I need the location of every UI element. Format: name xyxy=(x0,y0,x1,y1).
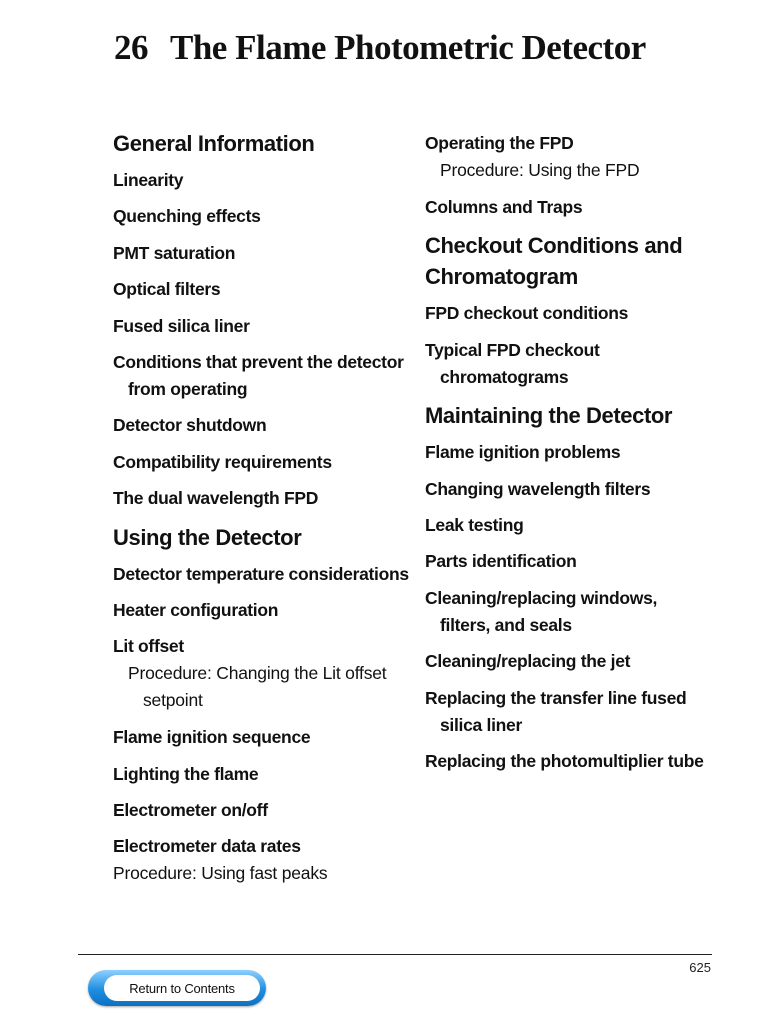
toc-link-line-continued: setpoint xyxy=(143,690,203,711)
page-number: 625 xyxy=(689,960,711,975)
toc-link-heater-configuration[interactable]: Heater configuration xyxy=(113,599,279,620)
toc-link-leak-testing[interactable]: Leak testing xyxy=(425,514,524,535)
toc-link-typical-checkout-chromatograms[interactable] xyxy=(425,337,725,391)
toc-link-electrometer-on-off[interactable]: Electrometer on/off xyxy=(113,800,268,821)
toc-link-procedure-fast-peaks[interactable]: Procedure: Using fast peaks xyxy=(113,863,328,884)
toc-left-column xyxy=(113,128,413,887)
toc-link-line-continued: filters, and seals xyxy=(440,614,572,635)
toc-link-operating-the-fpd[interactable]: Operating the FPD xyxy=(425,133,574,153)
toc-link-electrometer-data-rates[interactable]: Electrometer data rates xyxy=(113,836,301,857)
toc-link-procedure-lit-offset[interactable] xyxy=(113,660,413,714)
toc-link-line-continued: silica liner xyxy=(440,714,523,735)
chapter-number: 26 xyxy=(114,28,148,67)
toc-link-quenching-effects[interactable]: Quenching effects xyxy=(113,206,261,227)
toc-link-line: Typical FPD checkout xyxy=(425,339,600,360)
toc-link-cleaning-jet[interactable]: Cleaning/replacing the jet xyxy=(425,651,631,672)
return-to-contents-label: Return to Contents xyxy=(104,975,260,1001)
toc-right-column xyxy=(425,128,725,784)
footer-divider xyxy=(78,954,712,955)
toc-link-columns-and-traps[interactable]: Columns and Traps xyxy=(425,197,583,217)
toc-link-line: Replacing the transfer line fused xyxy=(425,687,687,708)
toc-link-dual-wavelength-fpd[interactable]: The dual wavelength FPD xyxy=(113,488,319,509)
toc-link-flame-ignition-problems[interactable]: Flame ignition problems xyxy=(425,442,621,463)
toc-link-procedure-using-fpd[interactable]: Procedure: Using the FPD xyxy=(440,160,640,180)
toc-heading-line-continued: Chromatogram xyxy=(425,264,578,290)
toc-link-fpd-checkout-conditions[interactable]: FPD checkout conditions xyxy=(425,303,629,324)
toc-link-lighting-the-flame[interactable]: Lighting the flame xyxy=(113,763,259,784)
toc-link-pmt-saturation[interactable]: PMT saturation xyxy=(113,242,236,263)
toc-link-line-continued: chromatograms xyxy=(440,366,569,387)
toc-link-temperature-considerations[interactable]: Detector temperature considerations xyxy=(113,563,409,584)
toc-link-detector-shutdown[interactable]: Detector shutdown xyxy=(113,415,267,436)
toc-link-lit-offset[interactable]: Lit offset xyxy=(113,636,184,657)
chapter-name: The Flame Photometric Detector xyxy=(170,28,646,67)
return-to-contents-button[interactable] xyxy=(88,970,266,1006)
toc-link-optical-filters[interactable]: Optical filters xyxy=(113,279,221,300)
toc-link-conditions-prevent-operating[interactable] xyxy=(113,349,413,403)
toc-link-replacing-transfer-line[interactable] xyxy=(425,685,725,739)
toc-link-flame-ignition-sequence[interactable]: Flame ignition sequence xyxy=(113,727,311,748)
toc-link-line: Cleaning/replacing windows, xyxy=(425,587,658,608)
chapter-title xyxy=(114,28,646,68)
toc-link-cleaning-windows[interactable] xyxy=(425,585,725,639)
toc-link-replacing-photomultiplier[interactable]: Replacing the photomultiplier tube xyxy=(425,750,704,771)
toc-link-line: Procedure: Changing the Lit offset xyxy=(128,663,387,684)
toc-heading-using-the-detector[interactable]: Using the Detector xyxy=(113,524,302,550)
toc-heading-general-information[interactable]: General Information xyxy=(113,131,315,156)
toc-link-parts-identification[interactable]: Parts identification xyxy=(425,551,577,572)
toc-link-linearity[interactable]: Linearity xyxy=(113,170,184,190)
toc-link-fused-silica-liner[interactable]: Fused silica liner xyxy=(113,315,250,336)
toc-link-line-continued: from operating xyxy=(128,378,248,399)
toc-link-compatibility-requirements[interactable]: Compatibility requirements xyxy=(113,451,332,472)
toc-heading-checkout-conditions[interactable] xyxy=(425,230,725,292)
toc-heading-line: Checkout Conditions and xyxy=(425,233,683,259)
toc-heading-maintaining-the-detector[interactable]: Maintaining the Detector xyxy=(425,403,673,429)
toc-link-line: Conditions that prevent the detector xyxy=(113,351,404,372)
toc-link-changing-wavelength-filters[interactable]: Changing wavelength filters xyxy=(425,478,651,499)
